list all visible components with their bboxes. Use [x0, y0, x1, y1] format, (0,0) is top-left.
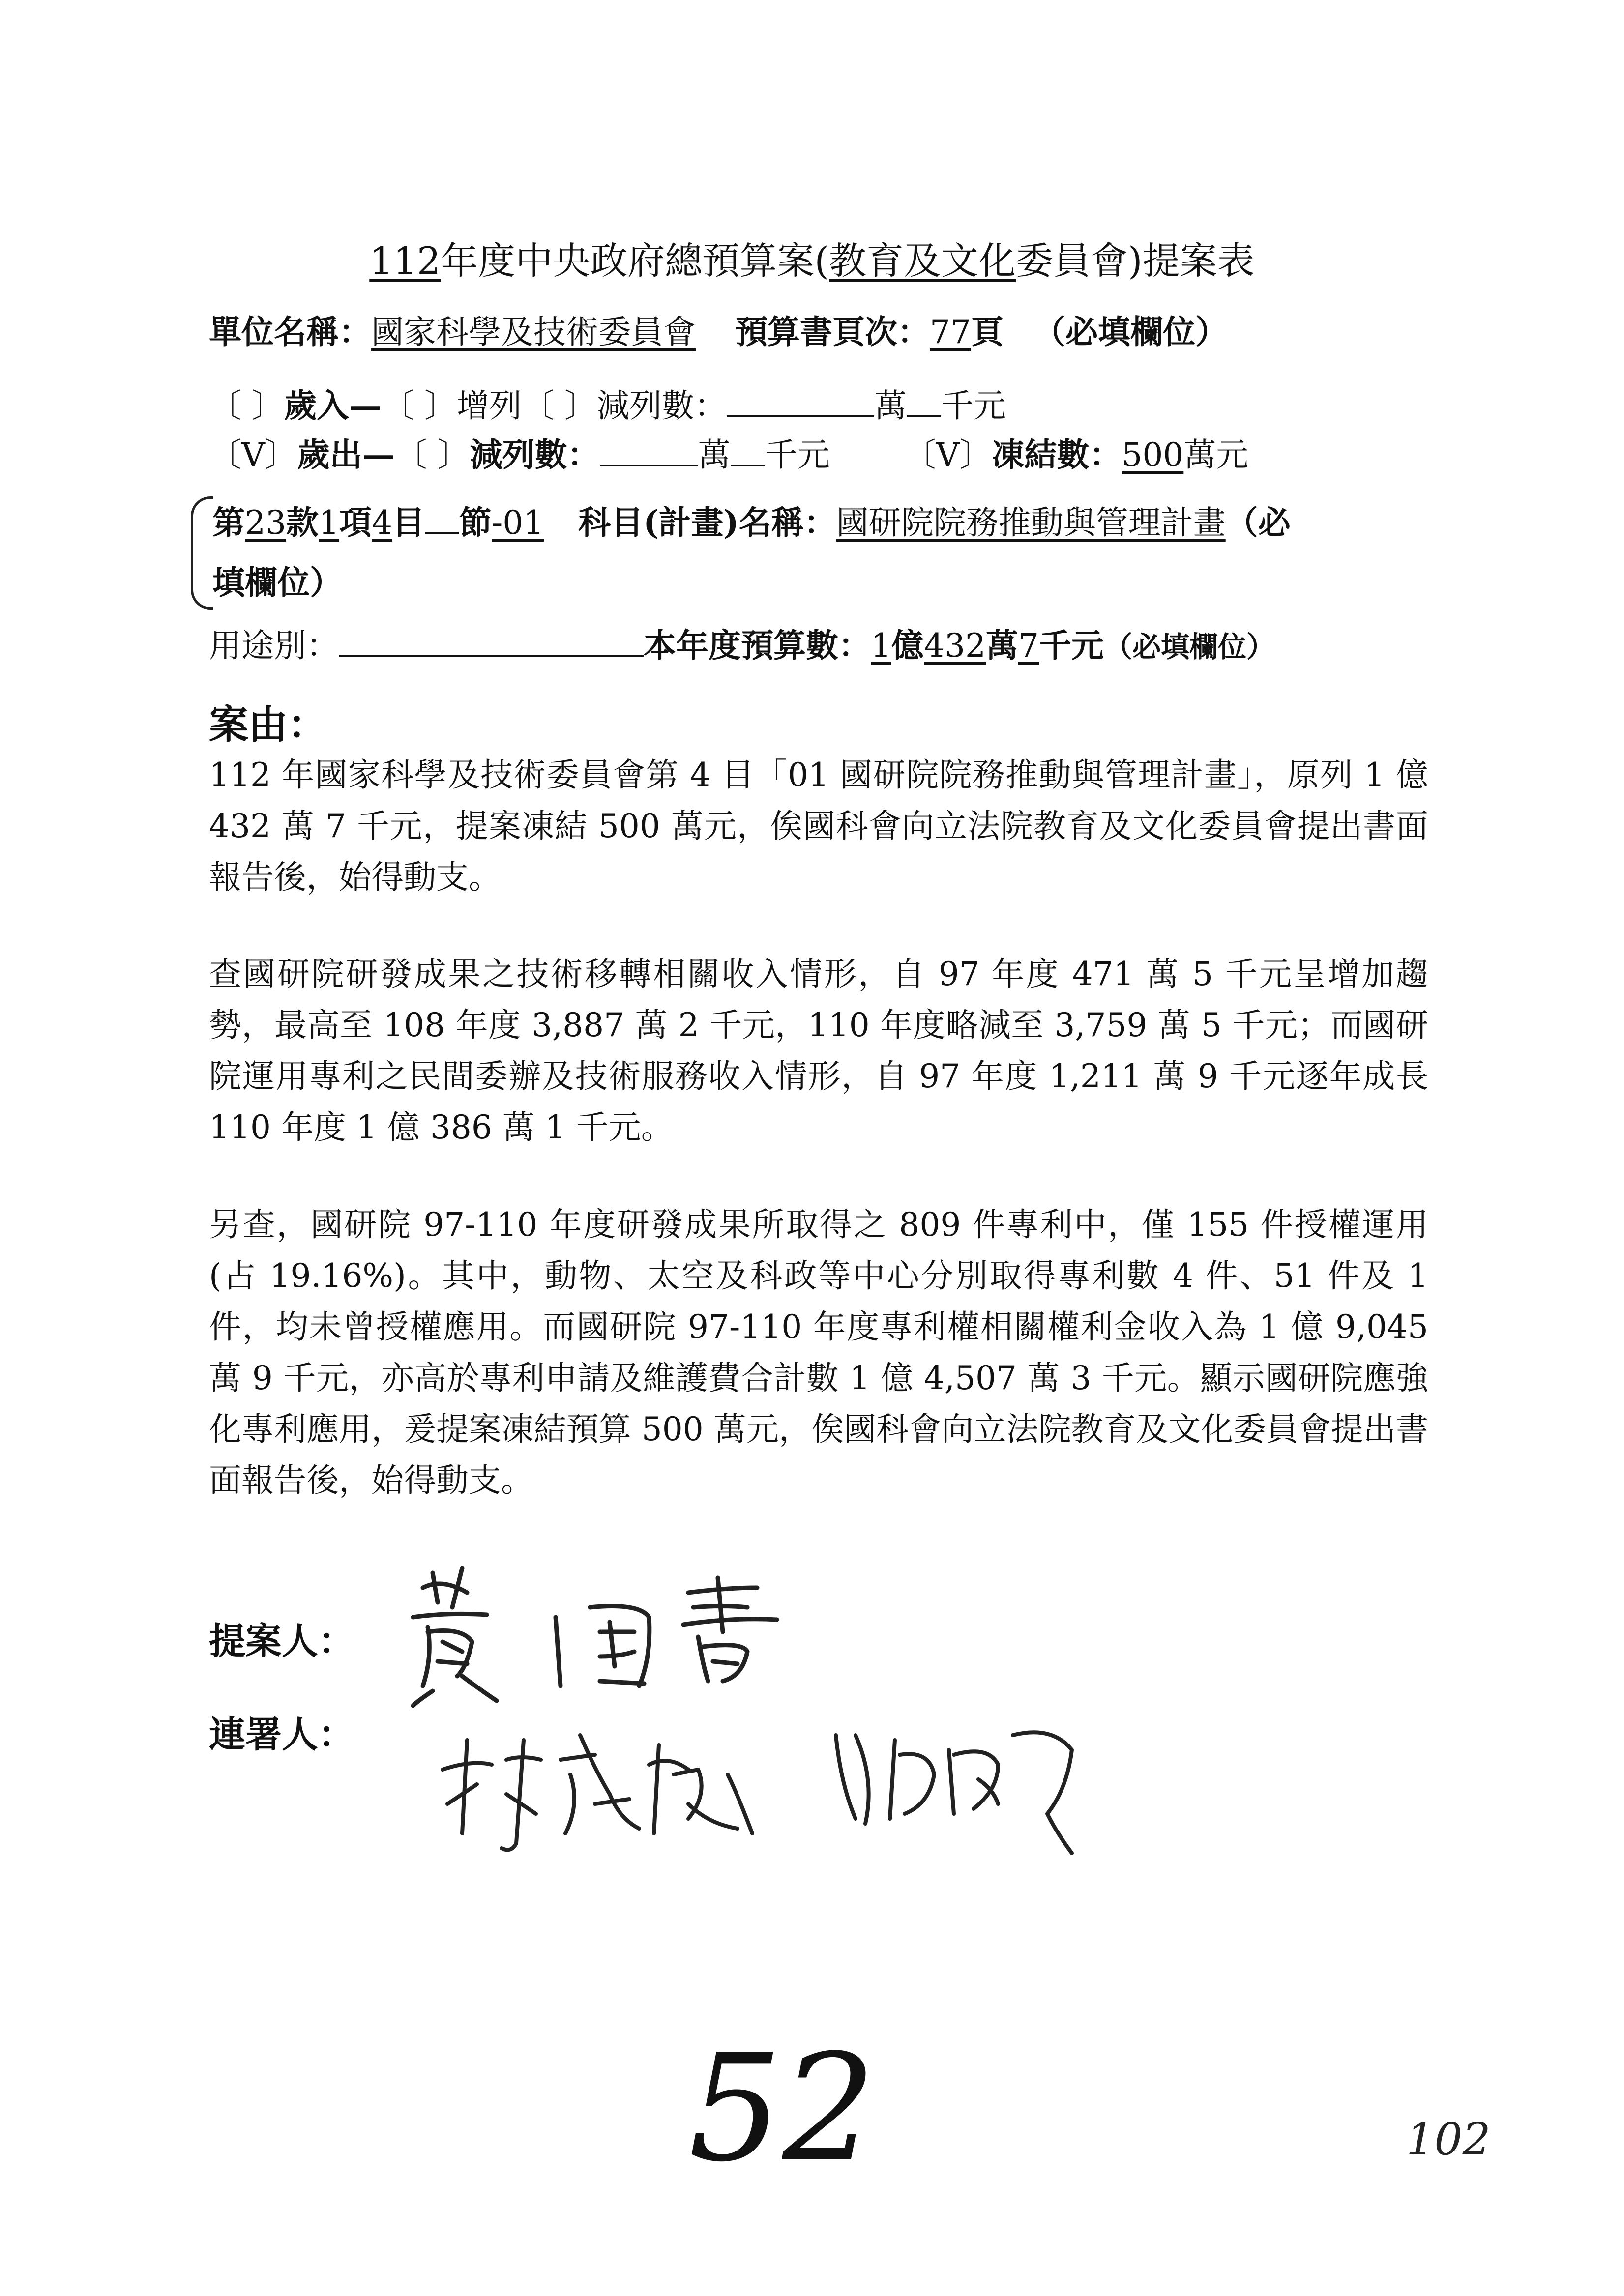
xiang-unit: 項 — [339, 503, 372, 542]
expense-reduce-label: 減列數： — [470, 436, 600, 474]
expense-checkbox: 〔V〕 — [209, 436, 297, 474]
freeze-value: 500 — [1122, 436, 1184, 474]
revenue-add-label: 增列 — [456, 387, 522, 425]
reason-heading: 案由： — [209, 701, 327, 748]
mu-value: 4 — [371, 504, 392, 542]
corner-number: 102 — [1406, 2114, 1491, 2165]
proposer-label: 提案人： — [209, 1620, 354, 1662]
budget-yi: 1 — [871, 627, 891, 665]
expense-amount-blank — [600, 435, 698, 466]
unit-name: 國家科學及技術委員會 — [371, 313, 696, 351]
usage-row — [209, 623, 1275, 669]
usage-blank — [339, 626, 644, 657]
budget-page-label: 預算書頁次： — [735, 313, 930, 351]
revenue-reduce-checkbox: 〔 〕 — [521, 387, 597, 425]
budget-page-suffix: 頁 — [971, 313, 1004, 351]
usage-label: 用途別： — [209, 627, 339, 665]
subject-name: 國研院院務推動與管理計畫 — [836, 504, 1226, 542]
revenue-reduce-label: 減列數： — [596, 387, 727, 425]
expense-reduce-checkbox: 〔 〕 — [394, 436, 470, 474]
budget-yi-unit: 億 — [891, 626, 924, 665]
required-note-a: （必 — [1225, 503, 1291, 542]
title-committee: 教育及文化 — [829, 239, 1016, 283]
revenue-add-checkbox: 〔 〕 — [381, 387, 457, 425]
kuan-value: 23 — [245, 504, 286, 542]
form-title — [0, 231, 1624, 285]
title-pre: 年度中央政府總預算案( — [441, 239, 829, 283]
expense-label: 歲出— — [297, 436, 395, 474]
account-row-cont — [212, 560, 342, 605]
revenue-label: 歲入— — [284, 386, 382, 425]
expense-qian-blank — [731, 435, 765, 466]
budget-wan-unit: 萬 — [985, 626, 1018, 665]
jie-code: -01 — [491, 504, 544, 542]
title-post: 委員會)提案表 — [1016, 239, 1255, 283]
freeze-checkbox: 〔V〕 — [903, 436, 992, 474]
revenue-row — [209, 383, 1006, 428]
revenue-checkbox: 〔 〕 — [209, 387, 284, 425]
unit-row — [209, 310, 1228, 354]
cosigner-label: 連署人： — [209, 1714, 354, 1756]
jie-blank — [425, 503, 459, 534]
mu-unit: 目 — [392, 503, 425, 542]
budget-page-value: 77 — [930, 313, 971, 351]
revenue-wan-unit: 萬 — [874, 387, 907, 425]
reason-paragraph-1: 112 年國家科學及技術委員會第 4 目「01 國研院院務推動與管理計畫」，原列 1 億 432 萬 7 千元，提案凍結 500 萬元，俟國科會向立法院教育及文化委員會提出書面報告後，始得動支。 — [209, 756, 1428, 896]
xiang-value: 1 — [318, 504, 339, 542]
subject-name-label: 科目(計畫)名稱： — [578, 503, 836, 542]
expense-wan-unit: 萬 — [698, 436, 731, 474]
expense-qian-unit: 千元 — [765, 436, 830, 474]
revenue-qian-unit: 千元 — [941, 387, 1006, 425]
freeze-label: 凍結數： — [992, 436, 1122, 474]
account-bracket — [191, 496, 213, 610]
budget-amount-label: 本年度預算數： — [644, 626, 871, 665]
jie-unit: 節 — [459, 503, 492, 542]
reason-paragraph-2: 查國研院研發成果之技術移轉相關收入情形，自 97 年度 471 萬 5 千元呈增加趨勢，最高至 108 年度 3,887 萬 2 千元，110 年度略減至 3,759 萬 5 千元；而國研院運用專利之民間委辦及技術服務收入情形，自 97 年度 1,211 萬 9 千元逐年成長 110 年度 1 億 386 萬 1 千元。 — [209, 955, 1428, 1146]
kuan-prefix: 第 — [212, 503, 245, 542]
unit-label: 單位名稱： — [209, 313, 371, 351]
revenue-qian-blank — [907, 386, 941, 417]
revenue-amount-blank — [727, 386, 874, 417]
budget-qian-unit: 千元 — [1038, 626, 1104, 665]
cosigner-signature — [433, 1706, 1219, 1912]
required-note: （必填欄位） — [1033, 313, 1228, 351]
kuan-unit: 款 — [286, 503, 319, 542]
budget-qian: 7 — [1018, 627, 1039, 665]
required-note-b: 填欄位） — [212, 563, 342, 602]
account-row — [212, 500, 1291, 545]
budget-wan: 432 — [924, 627, 986, 665]
expense-row — [209, 433, 1248, 477]
usage-required-note: （必填欄位） — [1103, 630, 1275, 664]
proposer-signature — [403, 1558, 846, 1706]
freeze-unit: 萬元 — [1183, 436, 1249, 474]
title-year: 112 — [369, 239, 441, 283]
handwritten-page-number: 52 — [688, 2023, 876, 2194]
reason-paragraph-3: 另查，國研院 97-110 年度研發成果所取得之 809 件專利中，僅 155 件授權運用(占 19.16%)。其中，動物、太空及科政等中心分別取得專利數 4 件、51 件及 1 件，均未曾授權應用。而國研院 97-110 年度專利權相關權利金收入為 1 億 9,045 萬 9 千元，亦高於專利申請及維護費合計數 1 億 4,507 萬 3 千元。顯示國研院應強化專利應用，爰提案凍結預算 500 萬元，俟國科會向立法院教育及文化委員會提出書面報告後，始得動支。 — [209, 1206, 1428, 1499]
